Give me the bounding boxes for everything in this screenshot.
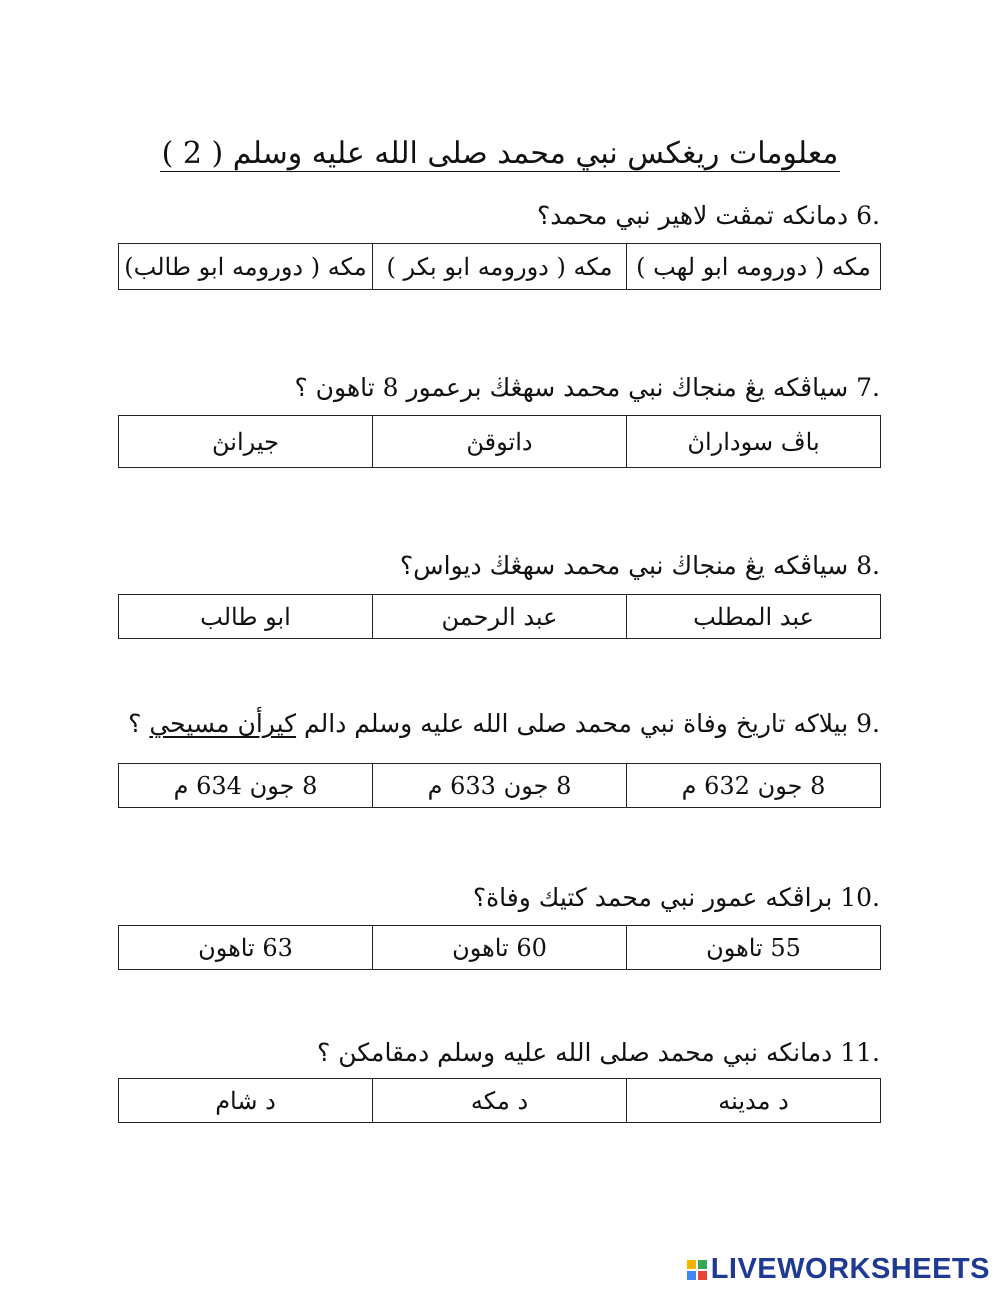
question-text: سياڤكه يڠ منجاڬ نبي محمد سهڠڬ برعمور 8 تاهون ؟ <box>294 373 849 402</box>
liveworksheets-logo <box>687 1253 990 1286</box>
options-table-11 <box>118 1078 881 1123</box>
question-number: 9. <box>856 709 880 738</box>
question-text-underlined: كيرأن مسيحي <box>149 709 297 738</box>
option-cell[interactable]: 8 جون 632 م <box>627 764 881 808</box>
options-table-6 <box>118 243 881 290</box>
logo-squares-icon <box>687 1260 707 1280</box>
option-cell[interactable]: داتوقڽ <box>373 416 627 468</box>
question-number: 6. <box>856 201 880 230</box>
question-text: بيلاكه تاريخ وفاة نبي محمد صلى الله عليه وسلم دالم <box>304 709 849 738</box>
question-11 <box>120 1033 880 1073</box>
option-cell[interactable]: مكه ( دورومه ابو لهب ) <box>627 244 881 290</box>
question-number: 8. <box>856 551 880 580</box>
question-number: 7. <box>856 373 880 402</box>
logo-text: LIVEWORKSHEETS <box>710 1253 990 1285</box>
worksheet-title <box>0 132 1000 176</box>
option-cell[interactable]: باڤ سوداراڽ <box>627 416 881 468</box>
option-cell[interactable]: 8 جون 634 م <box>119 764 373 808</box>
option-cell[interactable]: 55 تاهون <box>627 926 881 970</box>
question-number: 11. <box>840 1038 880 1067</box>
option-cell[interactable]: 8 جون 633 م <box>373 764 627 808</box>
logo-square <box>698 1271 707 1280</box>
option-cell[interactable]: مكه ( دورومه ابو بكر ) <box>373 244 627 290</box>
option-cell[interactable]: د مكه <box>373 1079 627 1123</box>
question-text: دمانكه نبي محمد صلى الله عليه وسلم دمقامكن ؟ <box>317 1038 833 1067</box>
question-8 <box>120 546 880 586</box>
question-6 <box>120 196 880 236</box>
options-table-9 <box>118 763 881 808</box>
option-cell[interactable]: جيرانڽ <box>119 416 373 468</box>
logo-square <box>687 1260 696 1269</box>
logo-square <box>698 1260 707 1269</box>
option-cell[interactable]: عبد المطلب <box>627 595 881 639</box>
question-7 <box>120 368 880 408</box>
options-table-10 <box>118 925 881 970</box>
option-cell[interactable]: عبد الرحمن <box>373 595 627 639</box>
options-table-7 <box>118 415 881 468</box>
option-cell[interactable]: 60 تاهون <box>373 926 627 970</box>
worksheet-title-text: معلومات ريغكس نبي محمد صلى الله عليه وسلم ( 2 ) <box>161 136 839 171</box>
option-cell[interactable]: مكه ( دورومه ابو طالب) <box>119 244 373 290</box>
options-table-8 <box>118 594 881 639</box>
option-cell[interactable]: ابو طالب <box>119 595 373 639</box>
logo-square <box>687 1271 696 1280</box>
question-text: براڤكه عمور نبي محمد كتيك وفاة؟ <box>472 883 833 912</box>
question-number: 10. <box>840 883 880 912</box>
question-9 <box>120 704 880 744</box>
question-text: دمانكه تمڤت لاهير نبي محمد؟ <box>536 201 849 230</box>
question-text: سياڤكه يڠ منجاڬ نبي محمد سهڠڬ ديواس؟ <box>399 551 849 580</box>
question-10 <box>120 878 880 918</box>
option-cell[interactable]: 63 تاهون <box>119 926 373 970</box>
question-mark: ؟ <box>128 709 150 738</box>
option-cell[interactable]: د مدينه <box>627 1079 881 1123</box>
option-cell[interactable]: د شام <box>119 1079 373 1123</box>
